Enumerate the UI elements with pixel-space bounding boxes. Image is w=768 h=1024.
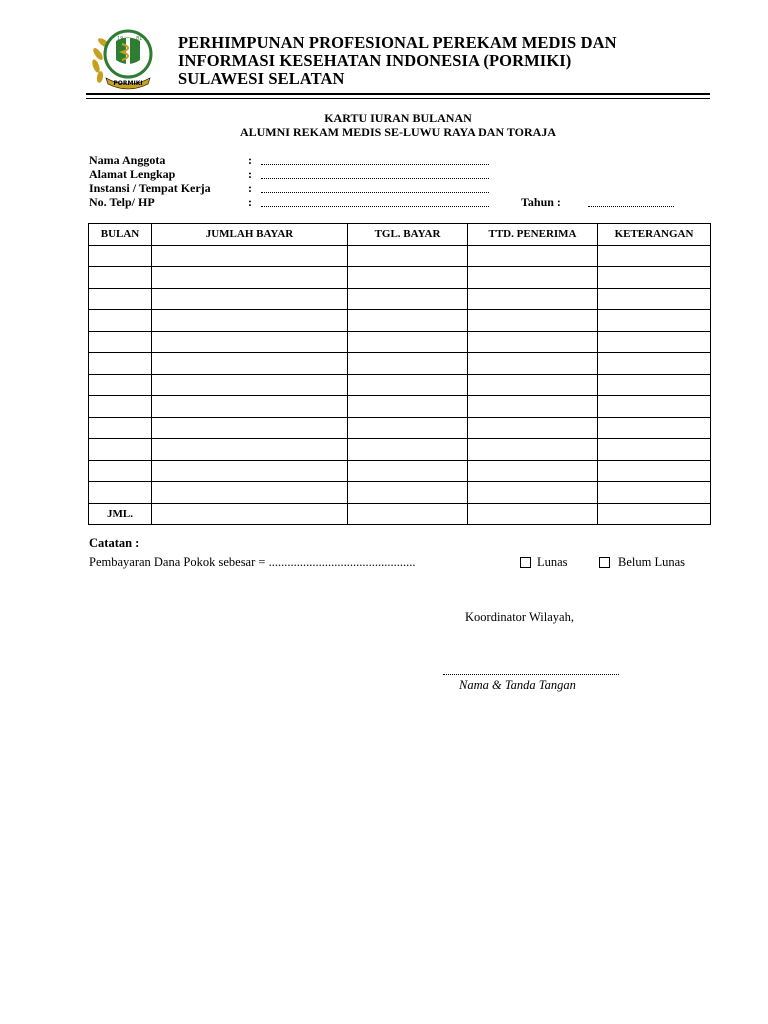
- table-cell[interactable]: [89, 267, 152, 289]
- table-cell[interactable]: [89, 310, 152, 332]
- table-cell[interactable]: [468, 417, 598, 439]
- table-header-row: [89, 224, 711, 246]
- table-cell[interactable]: [89, 482, 152, 504]
- table-cell[interactable]: [468, 353, 598, 375]
- col-header-keterangan: KETERANGAN: [598, 224, 711, 246]
- table-cell[interactable]: [348, 288, 468, 310]
- table-cell[interactable]: [89, 460, 152, 482]
- table-cell[interactable]: [152, 439, 348, 461]
- col-header-bulan: BULAN: [89, 224, 152, 246]
- table-row: [89, 374, 711, 396]
- table-cell[interactable]: [152, 482, 348, 504]
- card-subtitle: ALUMNI REKAM MEDIS SE-LUWU RAYA DAN TORAJA: [239, 125, 557, 139]
- table-cell[interactable]: [468, 503, 598, 525]
- table-cell[interactable]: [598, 439, 711, 461]
- field-instansi-line[interactable]: [261, 182, 489, 193]
- table-cell[interactable]: [598, 396, 711, 418]
- field-nama-anggota-label: Nama Anggota: [89, 153, 166, 167]
- table-body: [89, 245, 711, 525]
- table-cell[interactable]: [598, 374, 711, 396]
- table-cell[interactable]: [348, 267, 468, 289]
- lunas-checkbox[interactable]: [520, 557, 531, 568]
- table-cell[interactable]: [598, 482, 711, 504]
- table-cell[interactable]: [598, 267, 711, 289]
- table-cell[interactable]: [348, 374, 468, 396]
- table-cell[interactable]: [348, 396, 468, 418]
- dana-pokok-text: Pembayaran Dana Pokok sebesar = ...............................................: [89, 555, 416, 569]
- table-cell[interactable]: [152, 310, 348, 332]
- table-cell[interactable]: [598, 460, 711, 482]
- koordinator-label: Koordinator Wilayah,: [465, 610, 574, 624]
- table-row: [89, 460, 711, 482]
- table-cell[interactable]: [348, 331, 468, 353]
- belum-lunas-label: Belum Lunas: [618, 555, 686, 569]
- table-cell[interactable]: [598, 245, 711, 267]
- table-cell[interactable]: [468, 482, 598, 504]
- table-cell[interactable]: [598, 503, 711, 525]
- table-cell[interactable]: [348, 417, 468, 439]
- belum-lunas-checkbox[interactable]: [599, 557, 610, 568]
- field-no-telp-line[interactable]: [261, 196, 489, 207]
- table-total-row: [89, 503, 711, 525]
- total-label: JML.: [89, 503, 152, 525]
- table-cell[interactable]: [468, 331, 598, 353]
- table-cell[interactable]: [89, 396, 152, 418]
- table-cell[interactable]: [598, 288, 711, 310]
- logo-text: PORMIKI: [113, 80, 143, 87]
- header-rule-thin: [86, 98, 710, 99]
- table-row: [89, 267, 711, 289]
- table-cell[interactable]: [152, 460, 348, 482]
- org-line-3: SULAWESI SELATAN: [178, 69, 345, 88]
- col-header-tgl-bayar: TGL. BAYAR: [348, 224, 468, 246]
- tahun-line[interactable]: [588, 196, 674, 207]
- table-cell[interactable]: [468, 288, 598, 310]
- table-row: [89, 482, 711, 504]
- field-colon: :: [248, 153, 252, 167]
- table-cell[interactable]: [348, 353, 468, 375]
- table-cell[interactable]: [598, 331, 711, 353]
- table-cell[interactable]: [468, 310, 598, 332]
- signature-name-label: Nama & Tanda Tangan: [459, 678, 576, 692]
- org-line-2: INFORMASI KESEHATAN INDONESIA (PORMIKI): [178, 51, 572, 70]
- table-cell[interactable]: [152, 503, 348, 525]
- field-colon: :: [248, 167, 252, 181]
- table-row: [89, 439, 711, 461]
- card-title: KARTU IURAN BULANAN: [324, 111, 472, 125]
- table-cell[interactable]: [152, 267, 348, 289]
- table-cell[interactable]: [348, 482, 468, 504]
- table-cell[interactable]: [598, 310, 711, 332]
- table-cell[interactable]: [348, 439, 468, 461]
- table-cell[interactable]: [152, 331, 348, 353]
- table-cell[interactable]: [468, 267, 598, 289]
- table-cell[interactable]: [468, 245, 598, 267]
- table-cell[interactable]: [468, 396, 598, 418]
- field-no-telp-label: No. Telp/ HP: [89, 195, 155, 209]
- table-cell[interactable]: [89, 374, 152, 396]
- table-cell[interactable]: [598, 353, 711, 375]
- table-row: [89, 245, 711, 267]
- table-cell[interactable]: [468, 460, 598, 482]
- field-colon: :: [248, 195, 252, 209]
- field-colon: :: [248, 181, 252, 195]
- table-cell[interactable]: [152, 396, 348, 418]
- organization-header: [178, 34, 617, 88]
- table-cell[interactable]: [468, 439, 598, 461]
- table-cell[interactable]: [152, 288, 348, 310]
- table-cell[interactable]: [89, 245, 152, 267]
- table-row: [89, 396, 711, 418]
- table-row: [89, 331, 711, 353]
- table-cell[interactable]: [152, 245, 348, 267]
- lunas-label: Lunas: [537, 555, 568, 569]
- table-row: [89, 353, 711, 375]
- signature-line[interactable]: [443, 666, 619, 675]
- table-cell[interactable]: [468, 374, 598, 396]
- svg-text:19: 19: [117, 36, 124, 42]
- table-cell[interactable]: [152, 353, 348, 375]
- table-cell[interactable]: [152, 417, 348, 439]
- table-cell[interactable]: [89, 353, 152, 375]
- table-cell[interactable]: [152, 374, 348, 396]
- svg-text:81: 81: [136, 36, 143, 42]
- header-rule-thick: [86, 93, 710, 95]
- table-cell[interactable]: [89, 331, 152, 353]
- field-alamat-lengkap-line[interactable]: [261, 168, 489, 179]
- table-cell[interactable]: [89, 439, 152, 461]
- table-cell[interactable]: [89, 288, 152, 310]
- org-line-1: PERHIMPUNAN PROFESIONAL PEREKAM MEDIS DAN: [178, 33, 617, 52]
- payment-table: [88, 223, 711, 525]
- table-cell[interactable]: [89, 417, 152, 439]
- col-header-jumlah-bayar: JUMLAH BAYAR: [152, 224, 348, 246]
- catatan-label: Catatan :: [89, 536, 140, 550]
- table-cell[interactable]: [348, 245, 468, 267]
- field-instansi-label: Instansi / Tempat Kerja: [89, 181, 211, 195]
- tahun-label: Tahun :: [521, 195, 561, 209]
- table-cell[interactable]: [348, 310, 468, 332]
- table-cell[interactable]: [598, 417, 711, 439]
- table-row: [89, 310, 711, 332]
- table-cell[interactable]: [348, 460, 468, 482]
- table-row: [89, 288, 711, 310]
- table-cell[interactable]: [348, 503, 468, 525]
- table-row: [89, 417, 711, 439]
- col-header-ttd-penerima: TTD. PENERIMA: [468, 224, 598, 246]
- field-nama-anggota-line[interactable]: [261, 154, 489, 165]
- pormiki-logo: [86, 26, 170, 92]
- field-alamat-lengkap-label: Alamat Lengkap: [89, 167, 176, 181]
